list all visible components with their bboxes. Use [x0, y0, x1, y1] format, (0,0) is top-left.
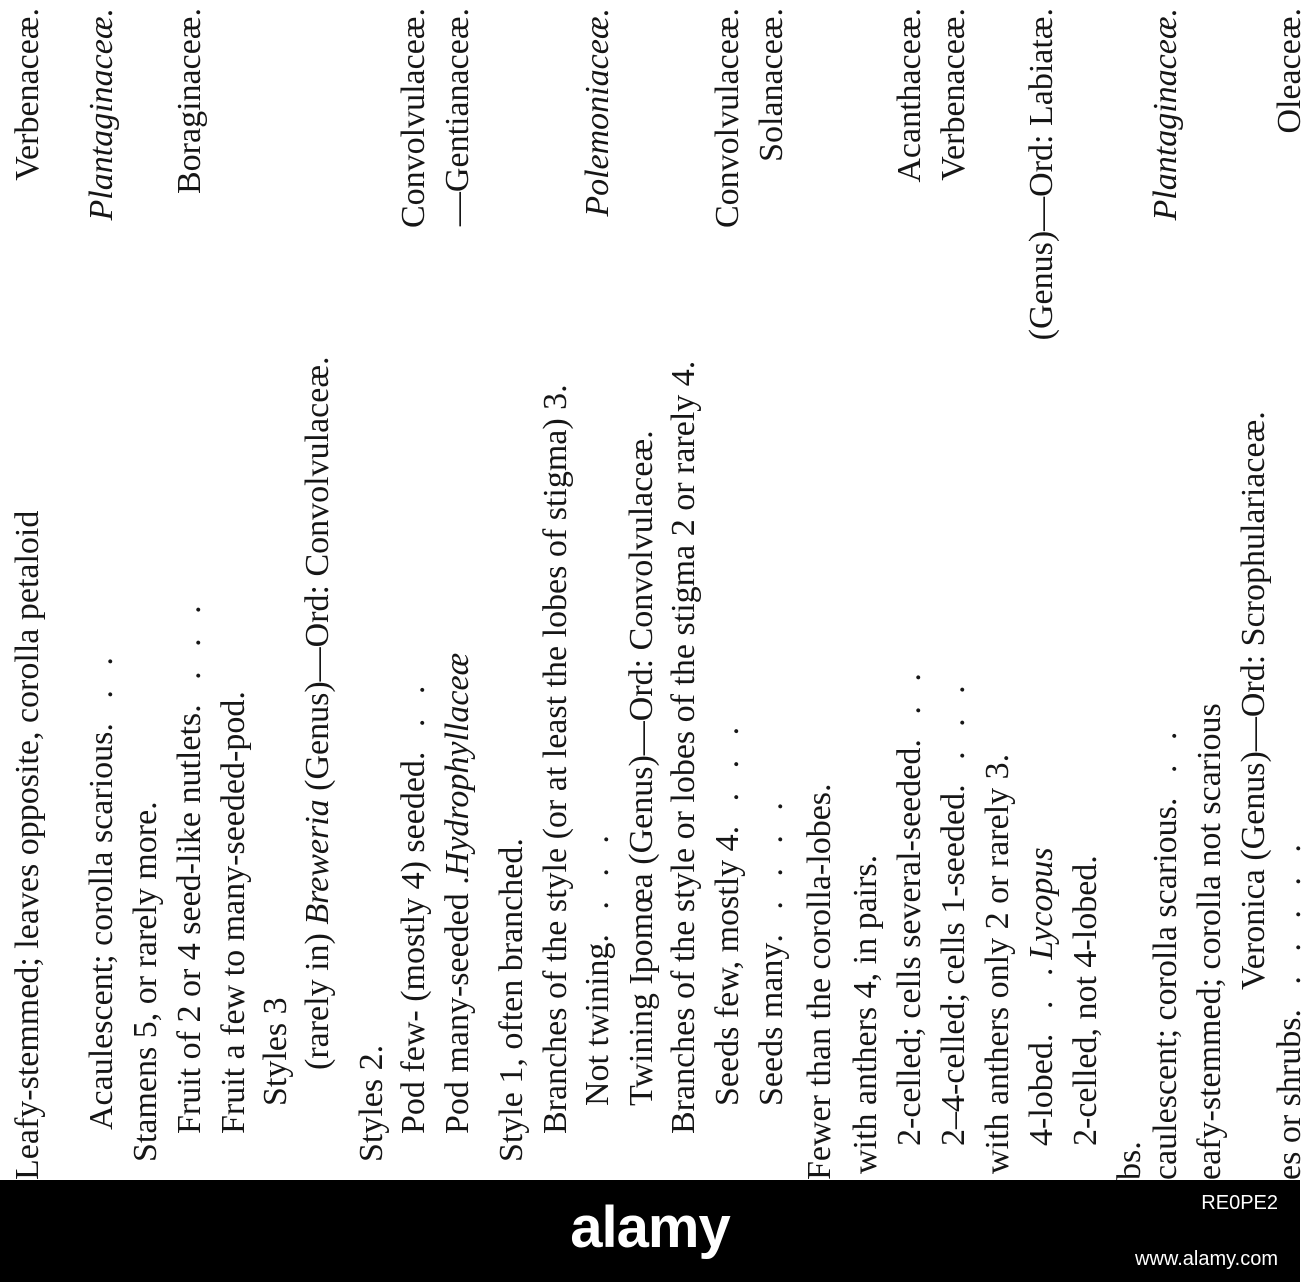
key-line — [708, 0, 748, 1180]
key-line — [298, 0, 338, 1180]
family-name: —Gentianaceæ. — [439, 8, 476, 227]
family-name: Solanaceæ. — [753, 8, 790, 162]
key-line — [578, 0, 618, 1180]
key-line-text: Acaulescent; corolla scarious. . . — [83, 649, 120, 1130]
key-line-text: 2-celled; cells several-seeded. . . — [891, 665, 928, 1146]
key-line-text: Branches of the style (or at least the lobes of stigma) 3. — [537, 384, 574, 1134]
key-line-text: with anthers only 2 or rarely 3. — [979, 753, 1016, 1174]
key-line-text: Not twining. . . . — [579, 827, 616, 1106]
stock-watermark-bar — [0, 1180, 1300, 1282]
key-line — [214, 0, 254, 1180]
key-line — [752, 0, 792, 1180]
key-line-text: Fewer than the corolla-lobes. — [801, 783, 838, 1180]
leader-dots: . . . — [891, 665, 928, 748]
key-line — [1066, 0, 1106, 1180]
leader-dots: . . . — [1147, 723, 1184, 807]
key-line-text: Style 1, often branched. — [493, 838, 530, 1162]
key-line-text: Branches of the style or lobes of the stigma 2 or rarely 4. — [665, 360, 702, 1134]
key-line — [1270, 0, 1310, 1180]
key-line-text-wrap — [298, 356, 338, 1070]
key-line — [1110, 0, 1150, 1180]
family-name-italic: Lycopus — [1023, 847, 1060, 960]
key-line — [438, 0, 478, 1180]
leader-dots: . . . . — [579, 827, 616, 943]
genus-name: Breweria — [299, 799, 336, 925]
leader-dots: . . . . . . — [1271, 836, 1308, 1018]
family-name: Plantaginaceæ. — [1147, 8, 1184, 221]
key-line-text: Stamens 5, or rarely more. — [127, 801, 164, 1162]
key-line — [800, 0, 840, 1180]
key-line — [394, 0, 434, 1180]
key-line — [536, 0, 576, 1180]
leader-dots: . . . . — [709, 718, 746, 835]
key-line — [890, 0, 930, 1180]
family-name: Acanthaceæ. — [891, 8, 928, 183]
family-name: Verbenaceæ. — [9, 8, 46, 181]
key-line-text: bs. — [1111, 1141, 1148, 1180]
key-line-text: es or shrubs. . . . . . — [1271, 836, 1308, 1180]
key-line — [978, 0, 1018, 1180]
image-id: RE0PE2 — [1201, 1192, 1278, 1214]
key-line — [126, 0, 166, 1180]
key-line — [1234, 0, 1274, 1180]
key-line-text: Pod many-seeded .Hydrophyllaceæ — [439, 652, 476, 1134]
key-line-text: Styles 2. — [353, 1044, 390, 1162]
key-line — [934, 0, 974, 1180]
leader-dots: . . . . — [935, 677, 972, 793]
family-name: Oleaceæ. — [1271, 8, 1308, 134]
leader-dots: . . . — [395, 677, 432, 761]
key-line — [622, 0, 662, 1180]
key-line-text: eafy-stemmed; corolla not scarious — [1191, 703, 1228, 1180]
leader-dots: . . . — [83, 649, 120, 732]
key-line — [170, 0, 210, 1180]
leader-dots: . . . — [1023, 959, 1060, 1043]
key-line — [1022, 0, 1062, 1180]
family-name-italic: Hydrophyllaceæ — [439, 652, 476, 877]
key-line — [1146, 0, 1186, 1180]
key-line-text: 2–4-celled; cells 1-seeded. . . . — [935, 677, 972, 1146]
key-line — [664, 0, 704, 1180]
key-line — [8, 0, 48, 1180]
key-line-text: with anthers 4, in pairs. — [847, 854, 884, 1174]
key-line — [256, 0, 296, 1180]
family-name: Verbenaceæ. — [935, 8, 972, 181]
site-url: www.alamy.com — [1135, 1248, 1278, 1270]
family-name: Plantaginaceæ. — [83, 8, 120, 221]
key-line — [82, 0, 122, 1180]
alamy-logo: alamy — [570, 1195, 730, 1260]
key-line — [492, 0, 532, 1180]
key-line-text: Seeds many. . . . . — [753, 794, 790, 1106]
key-line — [352, 0, 392, 1180]
key-line — [846, 0, 886, 1180]
key-line-text: Twining Ipomœa (Genus)—Ord: Convolvulaceæ. — [623, 430, 660, 1106]
key-line-head: (rarely in) — [299, 924, 336, 1070]
key-line-text: Seeds few, mostly 4. . . . — [709, 718, 746, 1106]
key-line-text: Fruit a few to many-seeded-pod. — [215, 691, 252, 1134]
leader-dots: . . . . . — [753, 794, 790, 943]
key-line-text: Leafy-stemmed; leaves opposite, corolla petaloid — [9, 510, 46, 1180]
key-line — [1190, 0, 1230, 1180]
family-name: Convolvulaceæ. — [395, 8, 432, 229]
key-line-tail: (Genus)—Ord: Convolvulaceæ. — [299, 356, 336, 800]
leader-dots: . . . . — [171, 597, 208, 713]
key-line-text: Styles 3 — [257, 997, 294, 1106]
key-line-text: 2-celled, not 4-lobed. — [1067, 855, 1104, 1146]
key-line-text: 4-lobed. . .Lycopus — [1023, 847, 1060, 1146]
key-line-text: Fruit of 2 or 4 seed-like nutlets. . . . — [171, 597, 208, 1134]
key-line-text: Pod few- (mostly 4) seeded. . . — [395, 677, 432, 1134]
key-line-text: caulescent; corolla scarious. . . — [1147, 723, 1184, 1180]
family-name: Boraginaceæ. — [171, 8, 208, 194]
family-name: Convolvulaceæ. — [709, 8, 746, 229]
key-line-text: Veronica (Genus)—Ord: Scrophulariaceæ. — [1235, 411, 1272, 990]
family-name: (Genus)—Ord: Labiatæ. — [1023, 8, 1060, 341]
family-name: Polemoniaceæ. — [579, 8, 616, 217]
